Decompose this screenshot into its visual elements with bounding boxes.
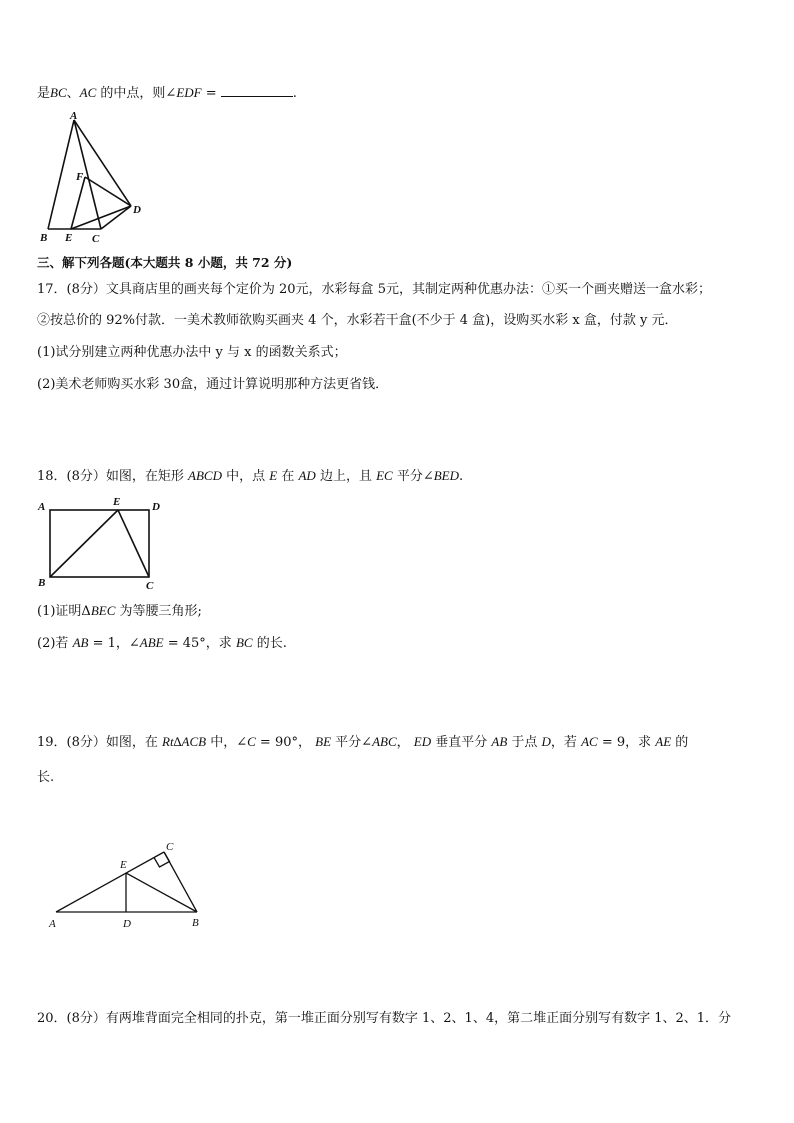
section-three-title: 三、解下列各题(本大题共 8 小题，共 72 分) [37, 255, 293, 270]
fig18-label-b: B [38, 577, 46, 589]
q18-sub1: (1)证明ΔBEC 为等腰三角形; [37, 603, 202, 619]
fig16-label-c: C [92, 233, 100, 245]
q17-sub2: (2)美术老师购买水彩 30盒，通过计算说明那种方法更省钱． [37, 377, 389, 392]
fig18-label-e: E [113, 496, 121, 508]
q18-sub2: (2)若 AB = 1，∠ABE = 45°，求 BC 的长. [37, 635, 287, 651]
q20-line1: 20．(8分）有两堆背面完全相同的扑克，第一堆正面分别写有数字 1、2、1、4，第二堆正面分别写有数字 1、2、1．分 [37, 1011, 732, 1026]
answer-blank[interactable] [221, 84, 293, 97]
fig19-label-d: D [123, 918, 131, 930]
fig19-label-a: A [49, 918, 56, 930]
fig18-label-d: D [152, 501, 160, 513]
q19-line2: 长. [37, 770, 55, 785]
fig16-label-b: B [40, 232, 48, 244]
figure-q18 [32, 490, 172, 592]
fig19-label-e: E [120, 859, 127, 871]
q19-stem: 19．(8分）如图，在 Rt∆ACB 中，∠C = 90°， BE 平分∠ABC， ED 垂直平分 AB 于点 D，若 AC = 9，求 AE 的 [37, 734, 689, 750]
figure-q19 [40, 836, 220, 936]
q17-sub1: (1)试分别建立两种优惠办法中 y 与 x 的函数关系式； [37, 345, 347, 360]
fig19-label-c: C [166, 841, 174, 853]
fig18-label-a: A [38, 501, 46, 513]
fig16-label-d: D [133, 204, 141, 216]
fig19-label-b: B [192, 917, 199, 929]
fig16-label-e: E [65, 232, 73, 244]
q17-line1: 17．(8分）文具商店里的画夹每个定价为 20元，水彩每盒 5元，其制定两种优惠办法：①买一个画夹赠送一盒水彩； [37, 282, 711, 297]
fig16-label-a: A [70, 110, 78, 122]
q16-tail-line: 是BC、AC 的中点，则∠EDF = . [37, 85, 297, 101]
fig16-label-f: F [76, 171, 84, 183]
q17-line2: ②按总价的 92%付款．一美术教师欲购买画夹 4 个，水彩若干盒(不少于 4 盒)，设购买水彩 x 盒，付款 y 元． [37, 313, 678, 328]
q18-stem: 18．(8分）如图，在矩形 ABCD 中，点 E 在 AD 边上，且 EC 平分∠BED. [37, 468, 464, 484]
fig18-label-c: C [146, 580, 154, 592]
figure-q16 [30, 108, 170, 248]
